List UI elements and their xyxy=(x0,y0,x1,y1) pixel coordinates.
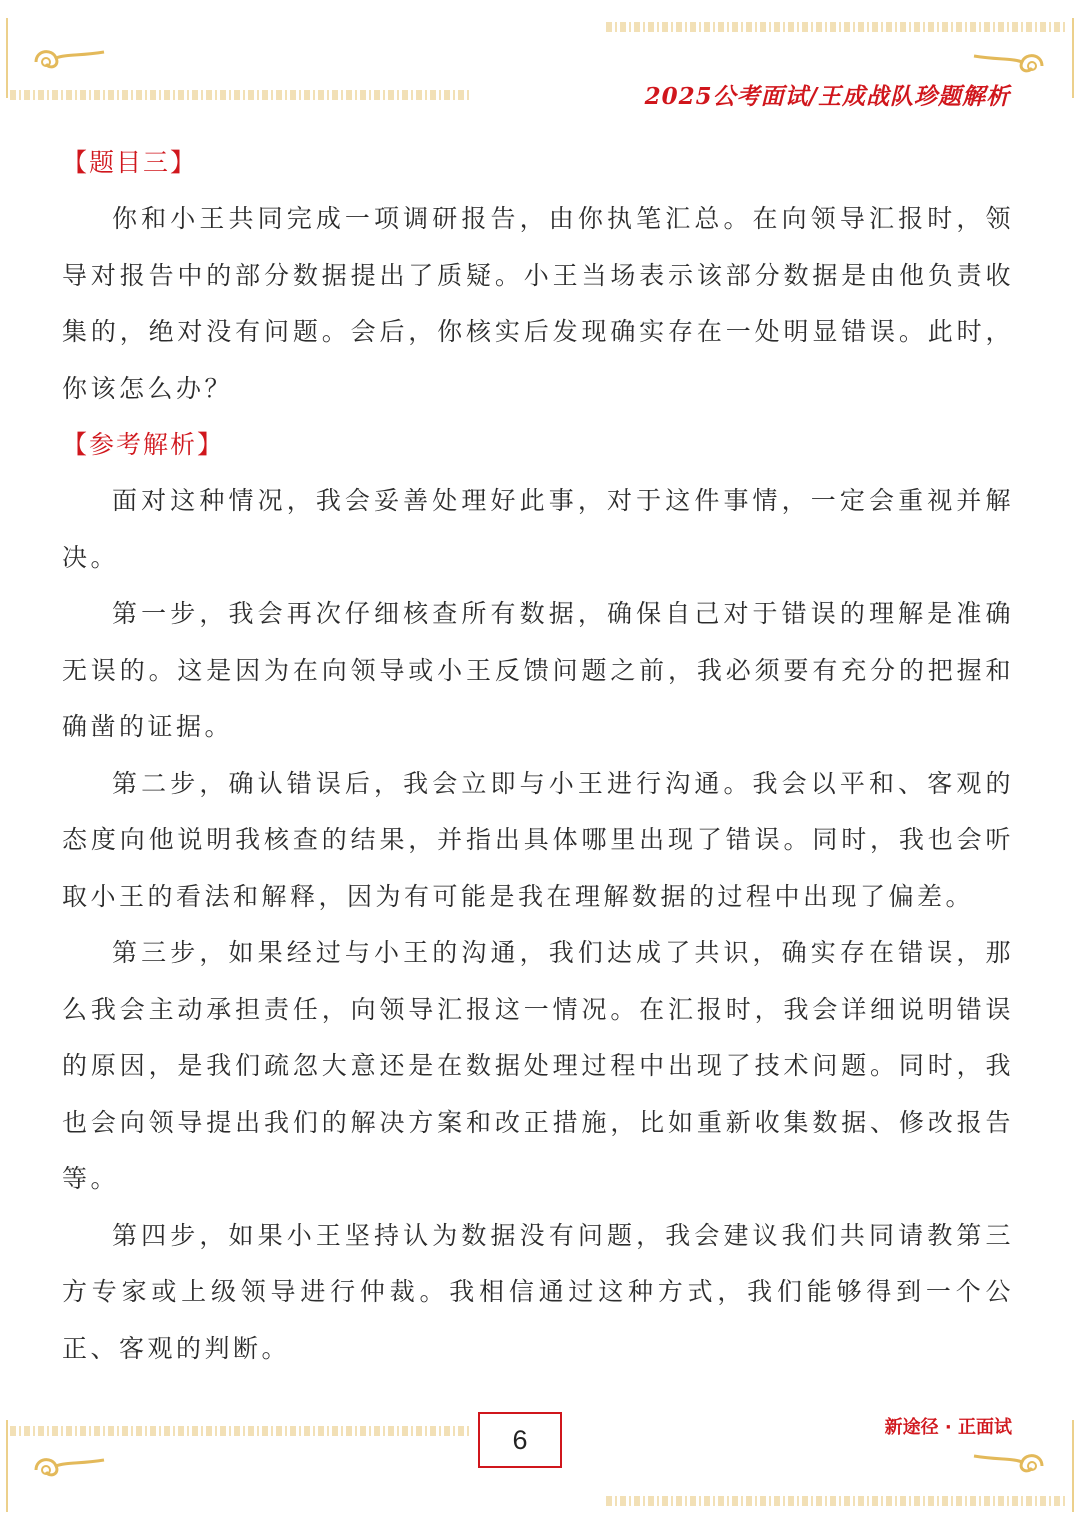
footer-left-ornament-line xyxy=(10,1426,472,1436)
header-left-frame xyxy=(6,18,10,98)
analysis-label: 【参考解析】 xyxy=(62,430,225,459)
header-left-cloud-icon xyxy=(30,40,110,80)
question-paragraph: 你和小王共同完成一项调研报告，由你执笔汇总。在向领导汇报时，领导对报告中的部分数据提出了质疑。小王当场表示该部分数据是由他负责收集的，绝对没有问题。会后，你核实后发现确实存在一处明显错误。此时，你该怎么办？ xyxy=(62,204,1014,403)
analysis-paragraph-step3: 第三步，如果经过与小王的沟通，我们达成了共识，确实存在错误，那么我会主动承担责任，向领导汇报这一情况。在汇报时，我会详细说明错误的原因，是我们疏忽大意还是在数据处理过程中出现了技术问题。同时，我也会向领导提出我们的解决方案和改正措施，比如重新收集数据、修改报告等。 xyxy=(62,938,1014,1193)
header-title: 2025公考面试/王成战队珍题解析 xyxy=(644,83,1010,110)
page-number: 6 xyxy=(478,1412,562,1468)
footer-brand: 新途径 · 正面试 xyxy=(884,1417,1012,1438)
question-label: 【题目三】 xyxy=(62,148,198,177)
analysis-paragraph-intro: 面对这种情况，我会妥善处理好此事，对于这件事情，一定会重视并解决。 xyxy=(62,486,1014,572)
analysis-paragraph-step2: 第二步，确认错误后，我会立即与小王进行沟通。我会以平和、客观的态度向他说明我核查的结果，并指出具体哪里出现了错误。同时，我也会听取小王的看法和解释，因为有可能是我在理解数据的过程中出现了偏差。 xyxy=(62,768,1014,911)
analysis-paragraph-step1: 第一步，我会再次仔细核查所有数据，确保自己对于错误的理解是准确无误的。这是因为在向领导或小王反馈问题之前，我必须要有充分的把握和确凿的证据。 xyxy=(62,599,1014,741)
footer-right-frame xyxy=(1070,1420,1074,1512)
header-right-frame xyxy=(1070,18,1074,98)
analysis-paragraph-step4: 第四步，如果小王坚持认为数据没有问题，我会建议我们共同请教第三方专家或上级领导进行仲裁。我相信通过这种方式，我们能够得到一个公正、客观的判断。 xyxy=(62,1220,1014,1363)
footer-right-cloud-icon xyxy=(968,1444,1048,1484)
footer-right-ornament-line xyxy=(606,1496,1068,1506)
header-right-ornament-line xyxy=(606,22,1068,32)
header-left-ornament-line xyxy=(10,90,472,100)
footer-left-cloud-icon xyxy=(30,1448,110,1488)
footer-left-frame xyxy=(6,1420,10,1512)
document-body xyxy=(62,135,1014,1377)
